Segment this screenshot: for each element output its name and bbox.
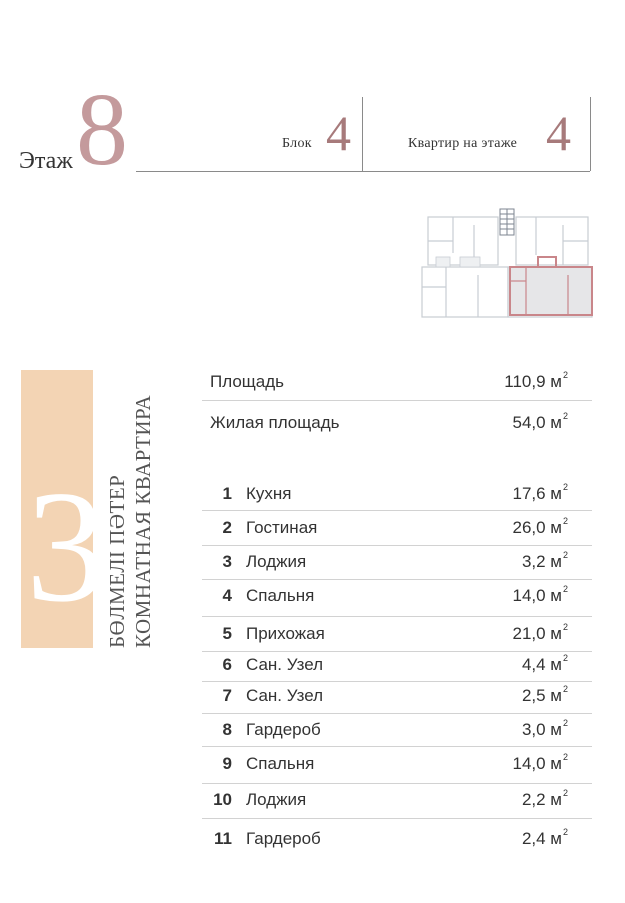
room-area: 26,0 $м^2$ (512, 516, 568, 537)
room-area: 2,2 $м^2$ (521, 788, 568, 809)
summary-row-living-area (202, 413, 592, 443)
room-name: Лоджия (246, 790, 307, 809)
room-area: 3,0 $м^2$ (521, 718, 568, 739)
room-number: 2 (222, 518, 232, 537)
rooms-count-number: 3 (26, 457, 106, 635)
room-area: 3,2 $м^2$ (521, 550, 568, 571)
room-area: 2,5 $м^2$ (521, 684, 568, 705)
apartment-type-russian: КОМНАТНАЯ КВАРТИРА (131, 394, 155, 648)
room-number: 11 (214, 829, 232, 848)
room-number: 9 (222, 754, 232, 773)
room-name: Прихожая (246, 624, 325, 643)
room-name: Кухня (246, 484, 292, 503)
room-area: 21,0 $м^2$ (512, 622, 568, 643)
room-area: 2,4 $м^2$ (521, 827, 568, 848)
room-number: 8 (222, 720, 232, 739)
summary-value: 110,9 $м^2$ (504, 370, 568, 391)
room-number: 3 (222, 552, 232, 571)
room-number: 7 (222, 686, 232, 705)
room-area: 14,0 $м^2$ (512, 752, 568, 773)
room-number: 5 (222, 624, 232, 643)
summary-value: 54,0 $м^2$ (512, 411, 568, 432)
apartments-per-floor-label: Квартир на этаже (408, 136, 518, 151)
room-number: 6 (222, 655, 232, 674)
header-divider (136, 171, 590, 172)
room-name: Гостиная (246, 518, 318, 537)
floor-number: 8 (76, 72, 128, 187)
block-label: Блок (282, 136, 312, 151)
summary-label: Жилая площадь (210, 413, 340, 432)
room-area: 17,6 $м^2$ (512, 482, 568, 503)
apartments-per-floor-number: 4 (546, 105, 571, 161)
room-name: Лоджия (246, 552, 307, 571)
room-number: 1 (222, 484, 232, 503)
header-vertical-divider (362, 97, 363, 171)
apartment-type-title (95, 370, 165, 648)
room-name: Спальня (246, 586, 315, 605)
room-area: 14,0 $м^2$ (512, 584, 568, 605)
room-name: Гардероб (246, 720, 321, 739)
summary-row-total-area (202, 372, 592, 402)
room-number: 4 (222, 586, 232, 605)
summary-label: Площадь (210, 372, 285, 391)
room-area: 4,4 $м^2$ (521, 653, 568, 674)
room-name: Гардероб (246, 829, 321, 848)
header-vertical-divider (590, 97, 591, 171)
floor-label: Этаж (19, 148, 73, 174)
apartment-type-kazakh: БӨЛМЕЛІ ПӘТЕР (105, 474, 129, 648)
room-name: Сан. Узел (246, 686, 324, 705)
block-number: 4 (326, 105, 351, 161)
room-number: 10 (213, 790, 232, 809)
room-name: Спальня (246, 754, 315, 773)
room-name: Сан. Узел (246, 655, 324, 674)
floor-plan-thumbnail-icon (418, 205, 596, 320)
